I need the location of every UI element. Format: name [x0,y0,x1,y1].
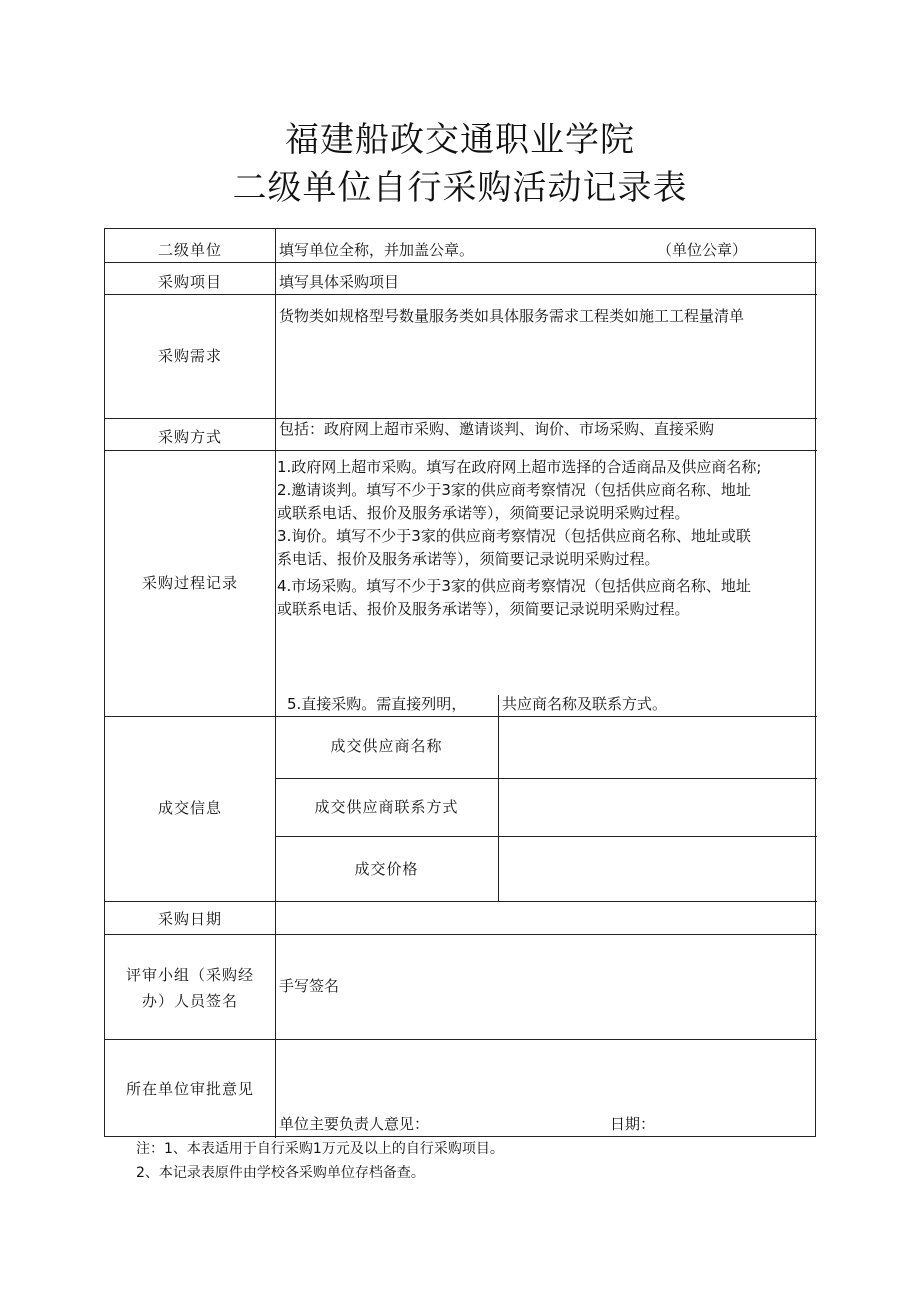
row-divider [105,1039,817,1040]
unit-seal-note: （单位公章） [657,241,748,259]
row-divider [105,934,817,935]
review-label: 评审小组（采购经办）人员签名 [125,966,254,1010]
note-2: 2、本记录表原件由学校各采购单位存档备查。 [136,1165,425,1181]
process-line-8b: 共应商名称及联系方式。 [502,695,668,713]
row-divider [105,450,817,451]
date-label: 采购日期 [157,910,222,928]
approval-head-opinion: 单位主要负责人意见： [279,1115,430,1133]
process-line-5: 系电话、报价及服务承诺等），须简要记录说明采购过程。 [277,550,660,568]
needs-value: 货物类如规格型号数量服务类如具体服务需求工程类如施工工程量清单 [279,307,745,325]
column-divider [498,695,499,901]
process-line-6: 4.市场采购。填写不少于3家的供应商考察情况（包括供应商名称、地址 [277,577,751,595]
process-line-1: 1.政府网上超市采购。填写在政府网上超市选择的合适商品及供应商名称; [277,458,762,476]
note-1: 注：1、本表适用于自行采购1万元及以上的自行采购项目。 [136,1141,504,1157]
method-label: 采购方式 [157,428,222,446]
method-value: 包括：政府网上超市采购、邀请谈判、询价、市场采购、直接采购 [279,420,715,438]
approval-label: 所在单位审批意见 [125,1080,254,1098]
row-divider [105,716,817,717]
row-divider [275,836,817,837]
process-line-7: 或联系电话、报价及服务承诺等），须简要记录说明采购过程。 [277,600,690,618]
process-line-3: 或联系电话、报价及服务承诺等），须简要记录说明采购过程。 [277,504,690,522]
page-title-form: 二级单位自行采购活动记录表 [232,168,688,208]
process-line-8a: 5.直接采购。需直接列明， [287,695,467,713]
process-label: 采购过程记录 [141,574,238,592]
project-label: 采购项目 [157,273,222,291]
approval-date-label: 日期： [610,1115,656,1133]
deal-supplier-contact-label: 成交供应商联系方式 [314,798,459,816]
project-value: 填写具体采购项目 [279,273,400,291]
needs-label: 采购需求 [157,347,222,365]
review-value: 手写签名 [279,977,340,995]
deal-price-label: 成交价格 [354,860,419,878]
deal-supplier-name-label: 成交供应商名称 [330,737,443,755]
process-line-2: 2.邀请谈判。填写不少于3家的供应商考察情况（包括供应商名称、地址 [277,481,751,499]
page-title-school: 福建船政交通职业学院 [285,120,635,160]
deal-label: 成交信息 [157,799,222,817]
procurement-record-table [104,228,816,1137]
row-divider [275,778,817,779]
unit-value: 填写单位全称，并加盖公章。 [279,241,475,259]
unit-label: 二级单位 [157,241,222,259]
process-line-4: 3.询价。填写不少于3家的供应商考察情况（包括供应商名称、地址或联 [277,527,751,545]
row-divider [105,901,817,902]
column-divider [275,229,276,1138]
